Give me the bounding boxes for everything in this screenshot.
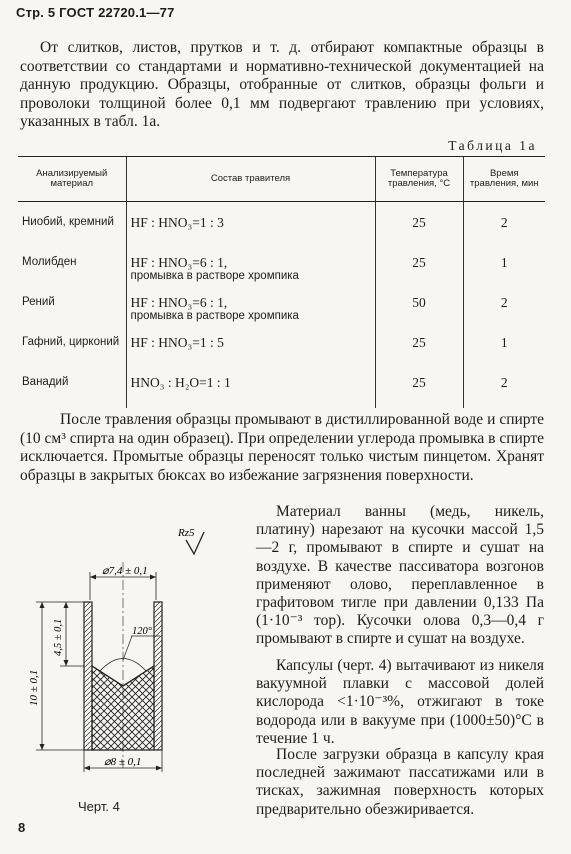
paragraph-capsules: Капсулы (черт. 4) вытачивают из никеля вакуумной плавки с массовой долей кислорода <1·10⁻³%, отжигают в токе водорода или в вакууме при (1000±50)°С в течение 1 ч. xyxy=(256,657,544,747)
etchant-note: промывка в растворе хромпика xyxy=(130,310,299,322)
capsule-wall-left xyxy=(84,602,92,750)
cell-material: Гафний, цирконий xyxy=(22,336,120,348)
capsule-wall-right xyxy=(154,602,162,750)
cell-etchant xyxy=(126,376,375,408)
table-row xyxy=(18,202,545,257)
paragraph-bath-material: Материал ванны (медь, никель, платину) нарезают на кусочки массой 1,5—2 г, промывают в спирте и сушат на воздухе. В качестве пассиватора возгонов применяют олово, переплавленное в графитовом тигле при давлении 0,133 Па (1·10⁻³ тор). Кусочки олова 0,3—0,4 г промывают в спирте и сушат на воздухе. xyxy=(256,503,544,648)
cell-material: Ванадий xyxy=(22,376,69,388)
cell-time: 1 xyxy=(463,336,545,376)
cell-time: 1 xyxy=(463,256,545,296)
cell-etchant xyxy=(126,336,375,376)
etchant-formula: HNO₃ : H₂O=1 : 1 xyxy=(130,375,231,390)
cell-etchant xyxy=(126,296,375,336)
table-row xyxy=(18,376,545,408)
cell-etchant xyxy=(126,202,375,257)
cell-etchant xyxy=(126,256,375,296)
dim-inner-height: 4,5 ± 0,1 xyxy=(53,618,64,656)
cell-temperature: 25 xyxy=(375,202,463,257)
cell-material: Ниобий, кремний xyxy=(22,216,114,228)
col-header-material: Анализируемый материал xyxy=(18,157,126,202)
etchant-note: промывка в растворе хромпика xyxy=(130,270,299,282)
col-header-temperature: Температура травления, °С xyxy=(375,157,463,202)
dim-angle: 120° xyxy=(132,626,152,637)
cell-material: Молибден xyxy=(22,256,77,268)
etchant-formula: HF : HNO₃=1 : 3 xyxy=(130,215,224,230)
cell-time: 2 xyxy=(463,202,545,257)
table-row xyxy=(18,296,545,336)
figure-caption: Черт. 4 xyxy=(78,799,120,814)
col-header-etchant: Состав травителя xyxy=(126,157,375,202)
paragraph-washing: После травления образцы промывают в дистиллированной воде и спирте (10 см³ спирта на один образец). При определении углерода промывка в спирте исключается. Промытые образцы переносят только чистым пинцетом. Хранят образцы в закрытых бюксах во избежание загрязнения поверхности. xyxy=(20,411,544,484)
etching-table xyxy=(18,156,545,408)
col-header-time: Время травления, мин xyxy=(463,157,545,202)
dim-bottom-diameter: ⌀8 ± 0,1 xyxy=(104,756,142,768)
capsule-drawing xyxy=(20,522,195,789)
page-header: Стр. 5 ГОСТ 22720.1—77 xyxy=(16,5,175,20)
cell-time: 2 xyxy=(463,376,545,408)
capsule-svg xyxy=(20,522,195,784)
etchant-formula: HF : HNO₃=6 : 1, xyxy=(130,255,228,270)
cell-temperature: 25 xyxy=(375,256,463,296)
cell-temperature: 25 xyxy=(375,376,463,408)
table-row xyxy=(18,256,545,296)
page-number: 8 xyxy=(18,820,26,835)
table-row xyxy=(18,336,545,376)
cell-temperature: 50 xyxy=(375,296,463,336)
paragraph-samples: От слитков, листов, прутков и т. д. отбирают компактные образцы в соответствии со стандартами и нормативно-технической документацией на данную продукцию. Образцы, отобранные от слитков, образцы фольги и проволоки толщиной более 0,1 мм подвергают травлению при условиях, указанных в табл. 1а. xyxy=(20,39,544,131)
table-header-row xyxy=(18,157,545,202)
etchant-formula: HF : HNO₃=1 : 5 xyxy=(130,335,224,350)
paragraph-loading: После загрузки образца в капсулу края последней зажимают пассатижами или в тисках, зажимная поверхность которых предварительно обезжиривается. xyxy=(256,746,544,818)
cell-material: Рений xyxy=(22,296,55,308)
dim-top-diameter: ⌀7,4 ± 0,1 xyxy=(102,565,148,577)
cell-time: 2 xyxy=(463,296,545,336)
cell-temperature: 25 xyxy=(375,336,463,376)
roughness-label: Rz5 xyxy=(178,527,195,539)
table-caption: Таблица 1а xyxy=(448,138,537,153)
dim-height: 10 ± 0,1 xyxy=(28,669,40,706)
etchant-formula: HF : HNO₃=6 : 1, xyxy=(130,295,228,310)
